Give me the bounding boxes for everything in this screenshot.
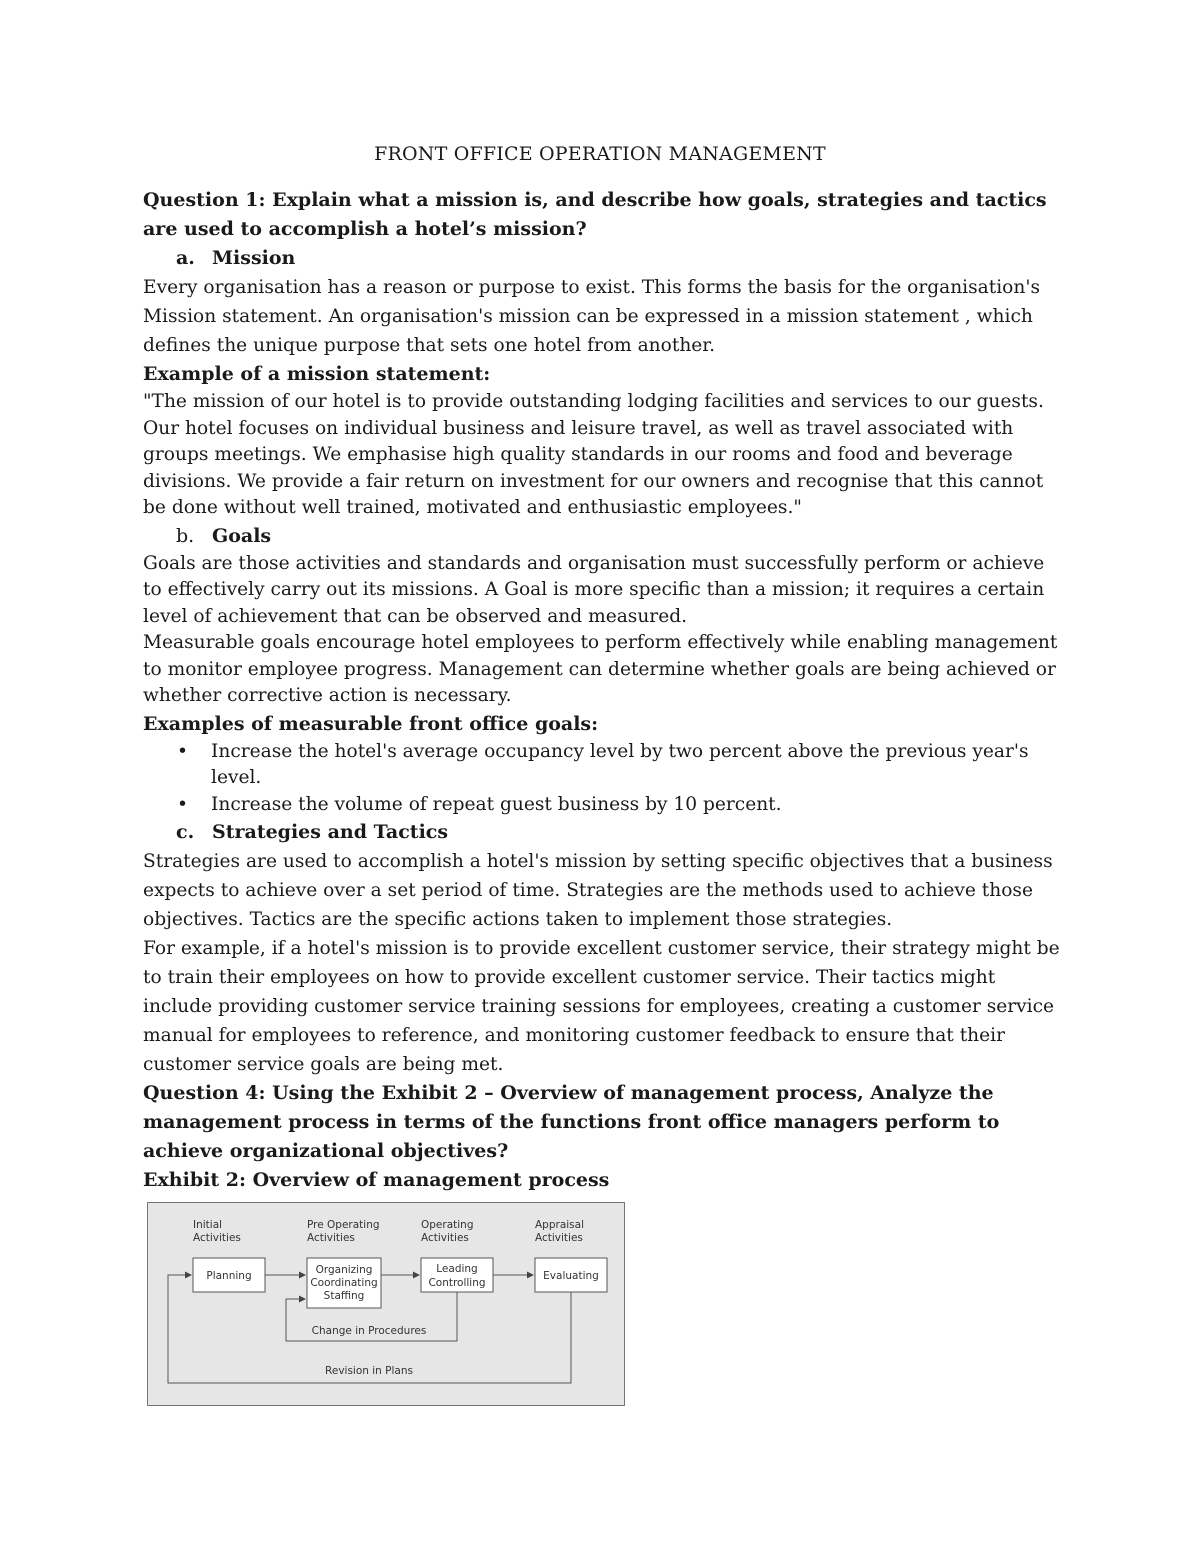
goals-examples-heading: Examples of measurable front office goals:	[143, 712, 599, 735]
box-label: Planning	[206, 1270, 252, 1282]
section-letter: b.	[176, 524, 195, 547]
list-item-text: Increase the volume of repeat guest business by 10 percent.	[211, 793, 782, 815]
question-1: Question 1: Explain what a mission is, and describe how goals, strategies and tactics are used to accomplish a hotel’s mission?	[143, 189, 1047, 240]
box-label: Organizing	[315, 1264, 373, 1276]
section-letter: a.	[176, 247, 195, 269]
question-4: Question 4: Using the Exhibit 2 – Overview of management process, Analyze the management process in terms of the functions front office managers perform to achieve organizational objectives?	[143, 1082, 1000, 1162]
stage-heading: Operating	[421, 1219, 474, 1231]
section-label: Mission	[212, 247, 296, 269]
list-item	[177, 739, 1063, 792]
bullet-icon: •	[177, 740, 188, 762]
change-label: Change in Procedures	[311, 1325, 427, 1337]
goals-examples-list	[143, 739, 1063, 819]
section-label: Strategies and Tactics	[212, 821, 449, 843]
bullet-icon: •	[177, 793, 188, 815]
box-label: Staffing	[323, 1290, 365, 1302]
exhibit-title: Exhibit 2: Overview of management process	[143, 1169, 610, 1191]
stage-heading: Activities	[193, 1232, 241, 1244]
section-goals-heading	[143, 522, 1063, 551]
box-label: Controlling	[428, 1277, 486, 1289]
section-mission-heading	[143, 244, 1063, 273]
stage-heading: Appraisal	[535, 1219, 585, 1231]
list-item	[177, 792, 1063, 819]
diagram-canvas	[148, 1203, 624, 1405]
document-title: FRONT OFFICE OPERATION MANAGEMENT	[374, 143, 826, 165]
management-process-diagram	[147, 1202, 625, 1406]
stage-heading: Activities	[307, 1232, 355, 1244]
stage-heading: Activities	[535, 1232, 583, 1244]
mission-paragraph: Every organisation has a reason or purpose to exist. This forms the basis for the organisation's Mission statement. An organisation's mission can be expressed in a mission statement , which defines the unique purpose that sets one hotel from another.	[143, 277, 1040, 356]
example-paragraph: "The mission of our hotel is to provide outstanding lodging facilities and services to our guests. Our hotel focuses on individual business and leisure travel, as well as travel associated with groups meetings. We emphasise high quality standards in our rooms and food and beverage divisions. We provide a fair return on investment for our owners and recognise that this cannot be done without well trained, motivated and enthusiastic employees."	[143, 391, 1044, 518]
stage-heading: Initial	[193, 1219, 223, 1231]
example-heading: Example of a mission statement:	[143, 363, 491, 385]
goals-paragraph-1: Goals are those activities and standards and organisation must successfully perform or achieve to effectively carry out its missions. A Goal is more specific than a mission; it requires a certain level of achievement that can be observed and measured.	[143, 552, 1045, 627]
list-item-text: Increase the hotel's average occupancy level by two percent above the previous year's level.	[211, 740, 1029, 788]
box-label: Leading	[436, 1263, 478, 1275]
section-letter: c.	[176, 821, 195, 843]
stage-heading: Pre Operating	[307, 1219, 380, 1231]
document-body	[143, 186, 1063, 1195]
strategies-paragraph-2: For example, if a hotel's mission is to provide excellent customer service, their strategy might be to train their employees on how to provide excellent customer service. Their tactics might include providing customer service training sessions for employees, creating a customer service manual for employees to reference, and monitoring customer feedback to ensure that their customer service goals are being met.	[143, 938, 1060, 1075]
box-label: Evaluating	[543, 1270, 599, 1282]
stage-heading: Activities	[421, 1232, 469, 1244]
revision-label: Revision in Plans	[325, 1365, 413, 1377]
section-label: Goals	[212, 524, 272, 547]
strategies-paragraph-1: Strategies are used to accomplish a hotel's mission by setting specific objectives that a business expects to achieve over a set period of time. Strategies are the methods used to achieve those objectives. Tactics are the specific actions taken to implement those strategies.	[143, 851, 1053, 930]
box-label: Coordinating	[310, 1277, 378, 1289]
section-strategies-heading	[143, 818, 1063, 847]
goals-paragraph-2: Measurable goals encourage hotel employees to perform effectively while enabling management to monitor employee progress. Management can determine whether goals are being achieved or whether corrective action is necessary.	[143, 632, 1058, 706]
